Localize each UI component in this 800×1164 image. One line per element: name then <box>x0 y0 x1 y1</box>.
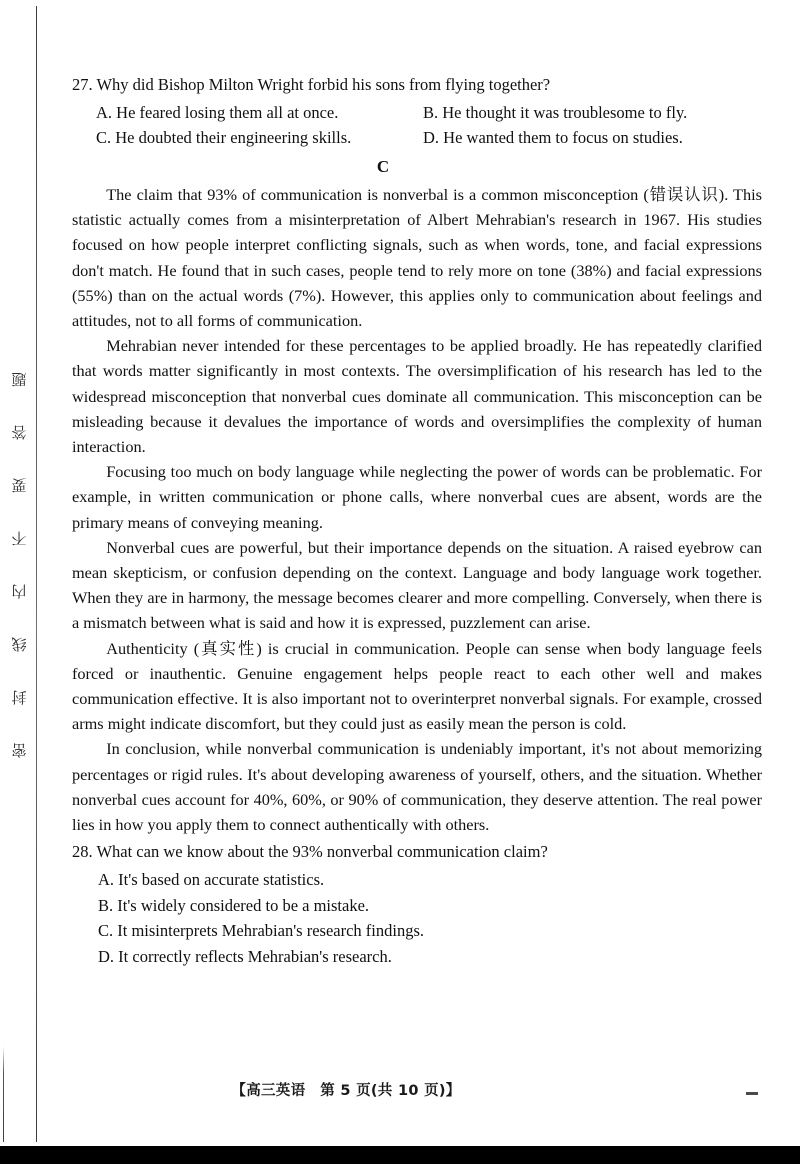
passage-paragraph: Focusing too much on body language while neglecting the power of words can be problematic. For example, in written communication or phone calls, where nonverbal cues are absent, words are the primary means of conveying meaning. <box>72 462 762 532</box>
passage-paragraph: Authenticity (真实性) is crucial in communication. People can sense when body language feels forced or inauthentic. Genuine engagement helps people react to each other well and makes communication effective. It is also important not to overinterpret nonverbal signals. For example, crossed arms might indicate discomfort, but they could just as easily mean the person is cold. <box>72 638 762 734</box>
question-27-option-row <box>72 125 762 150</box>
question-28 <box>72 839 762 969</box>
seal-char: 内 <box>11 582 27 600</box>
question-27-option-c[interactable]: C. He doubted their engineering skills. <box>96 128 352 147</box>
passage-paragraph: Mehrabian never intended for these percentages to be applied broadly. He has repeatedly clarified that words matter significantly in most contexts. The oversimplification of his research has led to the widespread misconception that nonverbal cues dominate all communication. This misconception can be misleading because it devalues the importance of words and oversimplifies the complexity of human interaction. <box>72 336 762 457</box>
seal-char: 不 <box>11 529 27 547</box>
question-28-option-b[interactable]: B. It's widely considered to be a mistake. <box>98 895 370 915</box>
page-footer <box>0 1079 800 1100</box>
question-27-option-d[interactable]: D. He wanted them to focus on studies. <box>423 128 683 147</box>
seal-char: 封 <box>11 688 27 706</box>
question-28-option-a[interactable]: A. It's based on accurate statistics. <box>98 870 325 890</box>
question-27-stem <box>72 72 762 98</box>
question-27-option-row <box>72 100 762 125</box>
scan-bottom-bar <box>0 1146 800 1164</box>
passage-paragraph: In conclusion, while nonverbal communication is undeniably important, it's not about memorizing percentages or rigid rules. It's about developing awareness of yourself, others, and the situation. Whether nonverbal cues account for 40%, 60%, or 90% of communication, they deserve attention. The real power lies in how you apply them to connect authentically with others. <box>72 739 762 835</box>
question-28-option-c[interactable]: C. It misinterprets Mehrabian's research findings. <box>98 921 425 941</box>
question-28-option-d[interactable]: D. It correctly reflects Mehrabian's research. <box>98 946 392 966</box>
reading-passage <box>72 182 762 837</box>
seal-char: 要 <box>11 476 27 494</box>
question-27-number: 27. <box>72 75 93 94</box>
question-27-text: Why did Bishop Milton Wright forbid his sons from flying together? <box>96 75 551 94</box>
question-28-options <box>72 867 762 969</box>
corner-registration-mark <box>746 1092 758 1095</box>
question-27-option-b[interactable]: B. He thought it was troublesome to fly. <box>423 103 688 122</box>
page-content <box>72 72 762 969</box>
question-28-text: What can we know about the 93% nonverbal communication claim? <box>96 842 548 862</box>
seal-char: 密 <box>11 741 27 759</box>
question-27-options <box>72 100 762 150</box>
page-footer-label: 【高三英语 第 5 页(共 10 页)】 <box>231 1083 461 1099</box>
question-27 <box>72 72 762 150</box>
seal-char: 答 <box>11 423 27 441</box>
seal-char: 题 <box>11 370 27 388</box>
passage-paragraph: Nonverbal cues are powerful, but their importance depends on the situation. A raised eyebrow can mean skepticism, or confusion depending on the context. Language and body language work together. When they are in harmony, the message becomes clearer and more compelling. Conversely, when there is a mismatch between what is said and how it is expressed, puzzlement can arise. <box>72 537 762 633</box>
seal-char: 线 <box>11 635 27 653</box>
passage-section-letter: C <box>376 157 390 176</box>
question-28-number: 28. <box>72 842 93 862</box>
passage-paragraph: The claim that 93% of communication is nonverbal is a common misconception (错误认识). This statistic actually comes from a misinterpretation of Albert Mehrabian's research in 1967. His studies focused on how people interpret conflicting signals, such as when words, tone, and facial expressions don't match. He found that in such cases, people tend to rely more on tone (38%) and facial expressions (55%) than on the actual words (7%). However, this applies only to communication about feelings and attitudes, not to all forms of communication. <box>72 185 762 331</box>
seal-line-notice <box>6 352 32 776</box>
question-28-stem <box>72 839 762 865</box>
question-27-option-a[interactable]: A. He feared losing them all at once. <box>96 103 339 122</box>
page-binding-rule-inner <box>36 6 37 1142</box>
